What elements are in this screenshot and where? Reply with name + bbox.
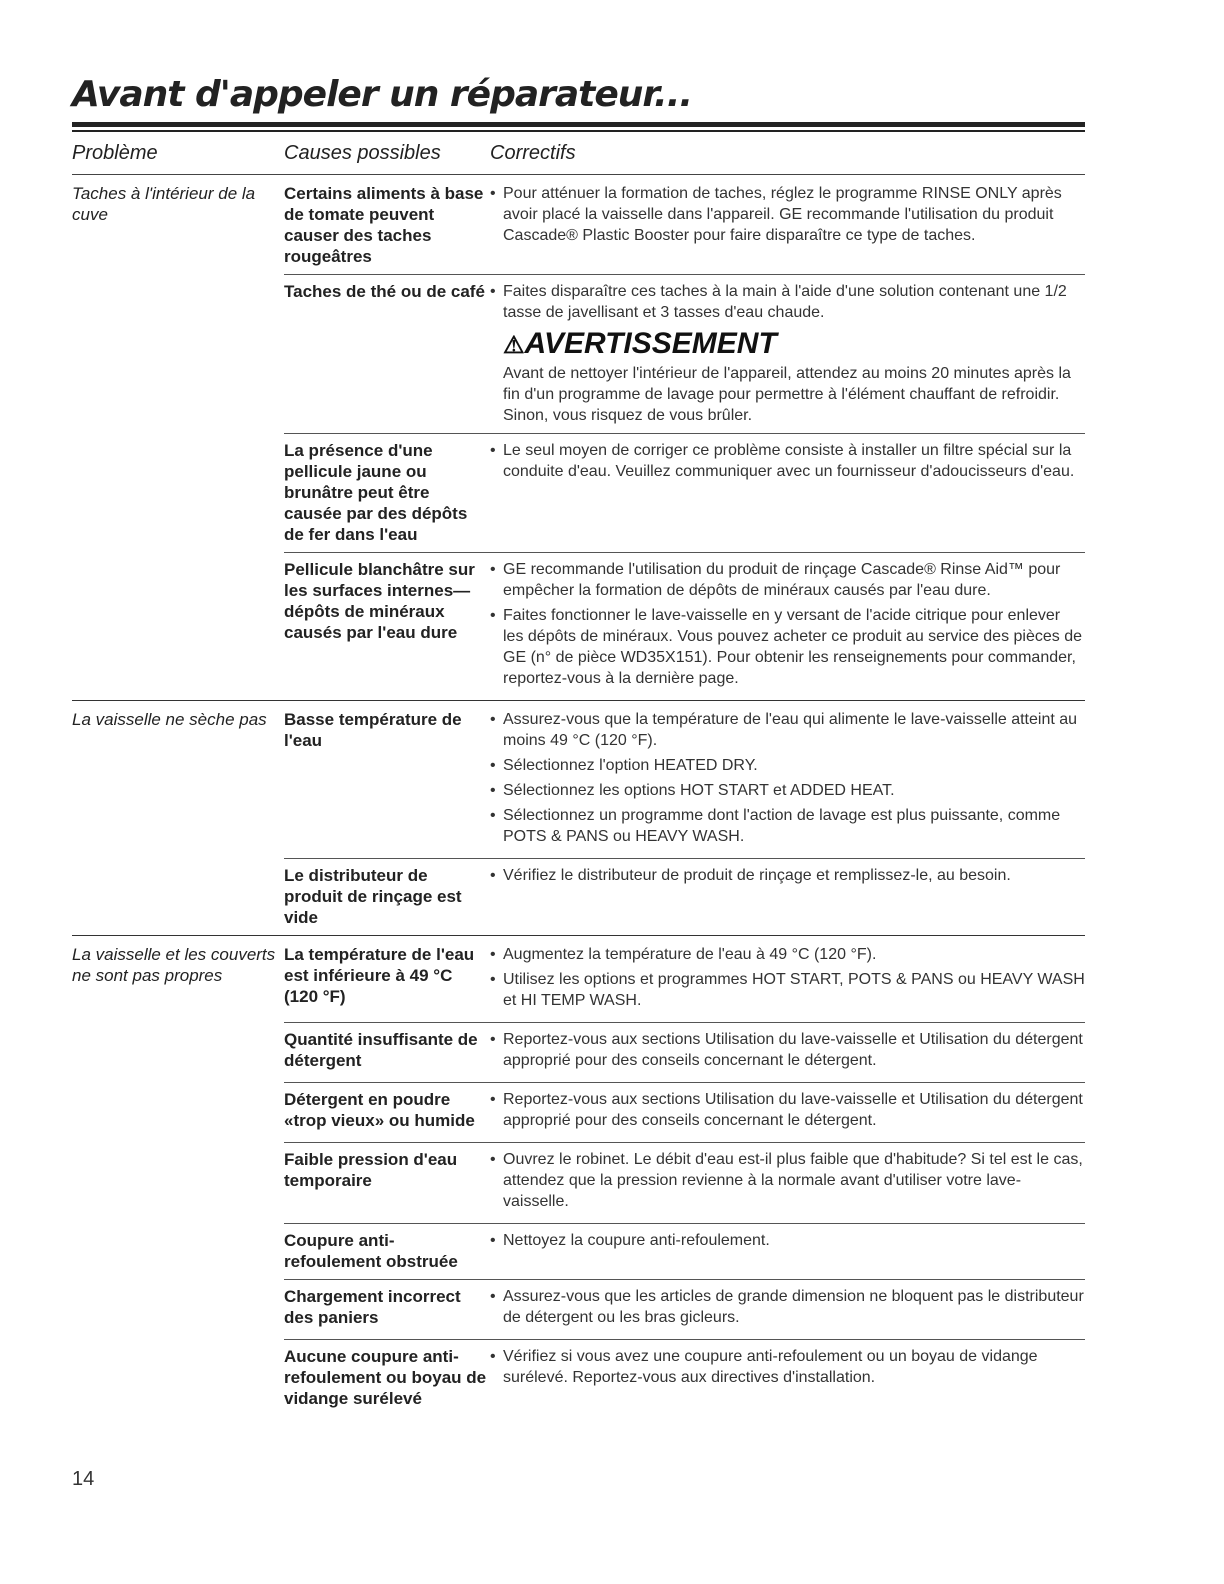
page-number: 14 — [72, 1468, 95, 1490]
fix-cell — [490, 1149, 1085, 1216]
table-row — [284, 858, 1085, 935]
header-fixes: Correctifs — [490, 141, 576, 164]
fix-item: • Faites disparaître ces taches à la main à l'aide d'une solution contenant une 1/2 tasse de javellisant et 3 tasses d'eau chaude. — [490, 281, 1085, 323]
header-causes: Causes possibles — [284, 141, 441, 164]
cause-text: Détergent en poudre «trop vieux» ou humide — [284, 1090, 475, 1130]
table-row — [284, 274, 1085, 433]
fix-item: • Reportez-vous aux sections Utilisation du lave-vaisselle et Utilisation du détergent approprié pour des conseils concernant le détergent. — [490, 1029, 1085, 1071]
fix-item: • Reportez-vous aux sections Utilisation du lave-vaisselle et Utilisation du détergent approprié pour des conseils concernant le détergent. — [490, 1089, 1085, 1131]
fix-cell — [490, 440, 1085, 545]
fix-item: • Assurez-vous que les articles de grande dimension ne bloquent pas le distributeur de détergent ou les bras gicleurs. — [490, 1286, 1085, 1328]
table-row — [284, 1142, 1085, 1223]
fix-item: • GE recommande l'utilisation du produit de rinçage Cascade® Rinse Aid™ pour empêcher la formation de dépôts de minéraux causés par l'eau dure. — [490, 559, 1085, 601]
fix-item: • Le seul moyen de corriger ce problème consiste à installer un filtre spécial sur la conduite d'eau. Veuillez communiquer avec un fournisseur d'adoucisseurs d'eau. — [490, 440, 1085, 482]
table-row — [284, 936, 1085, 1022]
fix-item: • Assurez-vous que la température de l'eau qui alimente le lave-vaisselle atteint au moins 49 °C (120 °F). — [490, 709, 1085, 751]
table-row — [284, 1223, 1085, 1279]
fix-cell — [490, 559, 1085, 693]
warning-title-text: AVERTISSEMENT — [524, 327, 777, 360]
table-row — [284, 433, 1085, 552]
fix-cell — [490, 183, 1085, 267]
cause-text: Le distributeur de produit de rinçage est vide — [284, 866, 462, 927]
problem-group — [72, 935, 1085, 1416]
table-row — [284, 1082, 1085, 1142]
header-problem: Problème — [72, 141, 158, 164]
fix-item: • Sélectionnez les options HOT START et ADDED HEAT. — [490, 780, 1085, 801]
table-row — [284, 1022, 1085, 1082]
page-title: Avant d'appeler un réparateur... — [72, 74, 693, 115]
table-row — [284, 552, 1085, 700]
cause-text: Quantité insuffisante de détergent — [284, 1030, 478, 1070]
cause-text: Chargement incorrect des paniers — [284, 1287, 461, 1327]
fix-cell — [490, 1230, 1085, 1272]
table-row — [284, 175, 1085, 274]
cause-text: Aucune coupure anti-refoulement ou boyau de vidange surélevé — [284, 1347, 487, 1408]
table-header — [72, 132, 1085, 175]
fix-item: • Sélectionnez l'option HEATED DRY. — [490, 755, 1085, 776]
fix-cell — [490, 944, 1085, 1015]
warning-box — [490, 327, 1085, 426]
troubleshooting-table — [72, 175, 1085, 1416]
problem-group — [72, 700, 1085, 935]
fix-item: • Sélectionnez un programme dont l'action de lavage est plus puissante, comme POTS & PANS ou HEAVY WASH. — [490, 805, 1085, 847]
cause-text: Coupure anti-refoulement obstruée — [284, 1231, 458, 1271]
cause-text: La température de l'eau est inférieure à 49 °C (120 °F) — [284, 945, 475, 1006]
cause-text: La présence d'une pellicule jaune ou brunâtre peut être causée par des dépôts de fer dans l'eau — [284, 441, 468, 544]
cause-text: Basse température de l'eau — [284, 710, 462, 750]
fix-cell — [490, 1346, 1085, 1409]
fix-cell — [490, 281, 1085, 426]
problem-label: Taches à l'intérieur de la cuve — [72, 184, 256, 224]
cause-text: Pellicule blanchâtre sur les surfaces internes—dépôts de minéraux causés par l'eau dure — [284, 560, 475, 642]
troubleshooting-page — [72, 72, 1085, 1416]
fix-item: • Faites fonctionner le lave-vaisselle en y versant de l'acide citrique pour enlever les dépôts de minéraux. Vous pouvez acheter ce produit au service des pièces de GE (n° de pièce WD35X151). Pour obtenir les renseignements pour commander, reportez-vous à la dernière page. — [490, 605, 1085, 689]
warning-icon: ⚠ — [503, 332, 525, 359]
fix-cell — [490, 709, 1085, 851]
problem-group — [72, 175, 1085, 700]
warning-text: Avant de nettoyer l'intérieur de l'appareil, attendez au moins 20 minutes après la fin d'un programme de lavage pour permettre à l'élément chauffant de refroidir. Sinon, vous risquez de vous brûler. — [503, 365, 1071, 424]
fix-cell — [490, 1286, 1085, 1332]
problem-label: La vaisselle et les couverts ne sont pas propres — [72, 945, 276, 985]
fix-cell — [490, 1089, 1085, 1135]
title-rule — [72, 122, 1085, 127]
table-row — [284, 701, 1085, 858]
fix-item: • Vérifiez si vous avez une coupure anti-refoulement ou un boyau de vidange surélevé. Reportez-vous aux directives d'installation. — [490, 1346, 1085, 1388]
fix-cell — [490, 1029, 1085, 1075]
fix-item: • Augmentez la température de l'eau à 49 °C (120 °F). — [490, 944, 1085, 965]
problem-label: La vaisselle ne sèche pas — [72, 710, 267, 729]
fix-item: • Utilisez les options et programmes HOT START, POTS & PANS ou HEAVY WASH et HI TEMP WASH. — [490, 969, 1085, 1011]
fix-item: • Ouvrez le robinet. Le débit d'eau est-il plus faible que d'habitude? Si tel est le cas, attendez que la pression revienne à la normale avant d'utiliser votre lave-vaisselle. — [490, 1149, 1085, 1212]
fix-cell — [490, 865, 1085, 928]
warning-title — [503, 327, 1085, 363]
cause-text: Faible pression d'eau temporaire — [284, 1150, 458, 1190]
cause-text: Taches de thé ou de café — [284, 282, 485, 301]
fix-item: • Nettoyez la coupure anti-refoulement. — [490, 1230, 1085, 1251]
fix-item: • Pour atténuer la formation de taches, réglez le programme RINSE ONLY après avoir placé la vaisselle dans l'appareil. GE recommande l'utilisation du produit Cascade® Plastic Booster pour faire disparaître ce type de taches. — [490, 183, 1085, 246]
fix-item: • Vérifiez le distributeur de produit de rinçage et remplissez-le, au besoin. — [490, 865, 1085, 886]
table-row — [284, 1339, 1085, 1416]
cause-text: Certains aliments à base de tomate peuvent causer des taches rougeâtres — [284, 184, 484, 266]
table-row — [284, 1279, 1085, 1339]
